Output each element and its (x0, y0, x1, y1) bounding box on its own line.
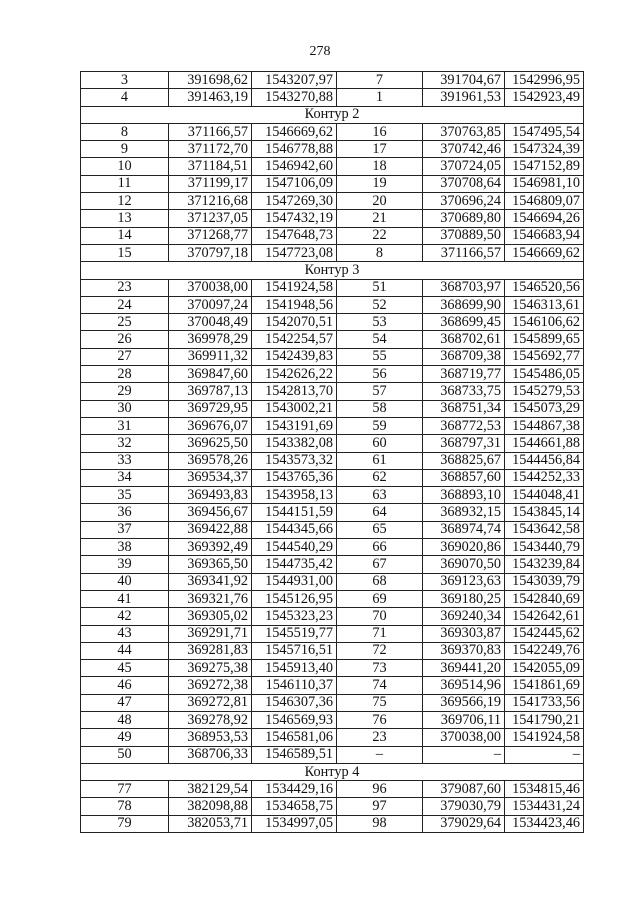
x-coordinate-cell: 369278,92 (169, 711, 252, 728)
point-number-cell: 58 (337, 400, 423, 417)
y-coordinate-cell: 1534429,16 (252, 781, 337, 798)
y-coordinate-cell: 1547269,30 (252, 193, 337, 210)
table-row (81, 521, 584, 538)
y-coordinate-cell: 1544540,29 (252, 539, 337, 556)
x-coordinate-cell: 370696,24 (423, 193, 505, 210)
y-coordinate-cell: 1546520,56 (505, 279, 584, 296)
point-number-cell: 45 (81, 660, 169, 677)
point-number-cell: 60 (337, 435, 423, 452)
y-coordinate-cell: 1547648,73 (252, 227, 337, 244)
point-number-cell: 96 (337, 781, 423, 798)
point-number-cell: 39 (81, 556, 169, 573)
x-coordinate-cell: 368953,53 (169, 729, 252, 746)
point-number-cell: 8 (81, 123, 169, 140)
point-number-cell: 59 (337, 417, 423, 434)
x-coordinate-cell: 368751,34 (423, 400, 505, 417)
y-coordinate-cell: 1544456,84 (505, 452, 584, 469)
x-coordinate-cell: 391463,19 (169, 89, 252, 106)
point-number-cell: 24 (81, 296, 169, 313)
x-coordinate-cell: 391698,62 (169, 72, 252, 89)
y-coordinate-cell: 1546981,10 (505, 175, 584, 192)
y-coordinate-cell: 1534431,24 (505, 798, 584, 815)
table-row (81, 711, 584, 728)
x-coordinate-cell: 370724,05 (423, 158, 505, 175)
point-number-cell: 11 (81, 175, 169, 192)
y-coordinate-cell: 1543440,79 (505, 539, 584, 556)
x-coordinate-cell: 370038,00 (169, 279, 252, 296)
x-coordinate-cell: 369729,95 (169, 400, 252, 417)
y-coordinate-cell: 1546669,62 (252, 123, 337, 140)
table-row (81, 815, 584, 832)
x-coordinate-cell: 370097,24 (169, 296, 252, 313)
y-coordinate-cell: 1545899,65 (505, 331, 584, 348)
y-coordinate-cell: 1545073,29 (505, 400, 584, 417)
point-number-cell: 12 (81, 193, 169, 210)
y-coordinate-cell: 1542254,57 (252, 331, 337, 348)
y-coordinate-cell: 1546778,88 (252, 141, 337, 158)
y-coordinate-cell: 1542840,69 (505, 590, 584, 607)
point-number-cell: 23 (81, 279, 169, 296)
table-row (81, 123, 584, 140)
y-coordinate-cell: 1544048,41 (505, 487, 584, 504)
point-number-cell: 65 (337, 521, 423, 538)
point-number-cell: 46 (81, 677, 169, 694)
x-coordinate-cell: 370797,18 (169, 244, 252, 261)
contour-heading: Контур 3 (81, 262, 584, 279)
point-number-cell: 3 (81, 72, 169, 89)
x-coordinate-cell: 368709,38 (423, 348, 505, 365)
point-number-cell: 75 (337, 694, 423, 711)
point-number-cell: 7 (337, 72, 423, 89)
table-row (81, 608, 584, 625)
y-coordinate-cell: 1545716,51 (252, 642, 337, 659)
y-coordinate-cell: 1546809,07 (505, 193, 584, 210)
x-coordinate-cell: 369281,83 (169, 642, 252, 659)
point-number-cell: 55 (337, 348, 423, 365)
point-number-cell: 72 (337, 642, 423, 659)
x-coordinate-cell: 369578,26 (169, 452, 252, 469)
x-coordinate-cell: 371166,57 (423, 244, 505, 261)
point-number-cell: 16 (337, 123, 423, 140)
x-coordinate-cell: 369272,81 (169, 694, 252, 711)
point-number-cell: 98 (337, 815, 423, 832)
table-row (81, 193, 584, 210)
y-coordinate-cell: 1541790,21 (505, 711, 584, 728)
y-coordinate-cell: 1534997,05 (252, 815, 337, 832)
y-coordinate-cell: 1542445,62 (505, 625, 584, 642)
point-number-cell: 44 (81, 642, 169, 659)
point-number-cell: 19 (337, 175, 423, 192)
x-coordinate-cell: 382098,88 (169, 798, 252, 815)
table-row (81, 504, 584, 521)
x-coordinate-cell: 368825,67 (423, 452, 505, 469)
x-coordinate-cell: 369305,02 (169, 608, 252, 625)
point-number-cell: 32 (81, 435, 169, 452)
y-coordinate-cell: 1545519,77 (252, 625, 337, 642)
table-row (81, 348, 584, 365)
point-number-cell: 64 (337, 504, 423, 521)
y-coordinate-cell: 1543573,32 (252, 452, 337, 469)
y-coordinate-cell: 1541733,56 (505, 694, 584, 711)
point-number-cell: 61 (337, 452, 423, 469)
y-coordinate-cell: 1543382,08 (252, 435, 337, 452)
contour-heading: Контур 4 (81, 763, 584, 780)
point-number-cell: 56 (337, 366, 423, 383)
x-coordinate-cell: 382053,71 (169, 815, 252, 832)
y-coordinate-cell: 1541924,58 (252, 279, 337, 296)
y-coordinate-cell: 1547723,08 (252, 244, 337, 261)
point-number-cell: 69 (337, 590, 423, 607)
point-number-cell: 17 (337, 141, 423, 158)
x-coordinate-cell: 368706,33 (169, 746, 252, 763)
x-coordinate-cell: 379029,64 (423, 815, 505, 832)
x-coordinate-cell: 368857,60 (423, 469, 505, 486)
x-coordinate-cell: 368719,77 (423, 366, 505, 383)
point-number-cell: 79 (81, 815, 169, 832)
x-coordinate-cell: 369341,92 (169, 573, 252, 590)
y-coordinate-cell: 1534658,75 (252, 798, 337, 815)
point-number-cell: 40 (81, 573, 169, 590)
point-number-cell: 54 (337, 331, 423, 348)
x-coordinate-cell: 369370,83 (423, 642, 505, 659)
x-coordinate-cell: 371172,70 (169, 141, 252, 158)
x-coordinate-cell: 370038,00 (423, 729, 505, 746)
x-coordinate-cell: 368699,45 (423, 314, 505, 331)
y-coordinate-cell: 1545279,53 (505, 383, 584, 400)
point-number-cell: 49 (81, 729, 169, 746)
x-coordinate-cell: 370763,85 (423, 123, 505, 140)
y-coordinate-cell: 1547152,89 (505, 158, 584, 175)
x-coordinate-cell: 368974,74 (423, 521, 505, 538)
x-coordinate-cell: 369291,71 (169, 625, 252, 642)
table-row (81, 625, 584, 642)
x-coordinate-cell: 368702,61 (423, 331, 505, 348)
y-coordinate-cell: 1546942,60 (252, 158, 337, 175)
table-row (81, 331, 584, 348)
point-number-cell: 33 (81, 452, 169, 469)
x-coordinate-cell: 382129,54 (169, 781, 252, 798)
x-coordinate-cell: 369123,63 (423, 573, 505, 590)
y-coordinate-cell: 1542070,51 (252, 314, 337, 331)
table-row (81, 590, 584, 607)
x-coordinate-cell: 369321,76 (169, 590, 252, 607)
x-coordinate-cell: 369625,50 (169, 435, 252, 452)
point-number-cell: 78 (81, 798, 169, 815)
point-number-cell: – (337, 746, 423, 763)
table-row (81, 279, 584, 296)
point-number-cell: 66 (337, 539, 423, 556)
point-number-cell: 1 (337, 89, 423, 106)
y-coordinate-cell: – (505, 746, 584, 763)
x-coordinate-cell: 369676,07 (169, 417, 252, 434)
point-number-cell: 41 (81, 590, 169, 607)
page-number: 278 (309, 44, 331, 59)
point-number-cell: 62 (337, 469, 423, 486)
point-number-cell: 38 (81, 539, 169, 556)
contour-heading-row (81, 106, 584, 123)
point-number-cell: 67 (337, 556, 423, 573)
table-row (81, 798, 584, 815)
table-row (81, 694, 584, 711)
table-row (81, 366, 584, 383)
table-row (81, 487, 584, 504)
y-coordinate-cell: 1541948,56 (252, 296, 337, 313)
y-coordinate-cell: 1547432,19 (252, 210, 337, 227)
y-coordinate-cell: 1546589,51 (252, 746, 337, 763)
point-number-cell: 37 (81, 521, 169, 538)
x-coordinate-cell: 368733,75 (423, 383, 505, 400)
table-row (81, 158, 584, 175)
y-coordinate-cell: 1544252,33 (505, 469, 584, 486)
table-row (81, 677, 584, 694)
contour-heading-row (81, 262, 584, 279)
y-coordinate-cell: 1547324,39 (505, 141, 584, 158)
x-coordinate-cell: 369534,37 (169, 469, 252, 486)
point-number-cell: 25 (81, 314, 169, 331)
x-coordinate-cell: 391961,53 (423, 89, 505, 106)
point-number-cell: 71 (337, 625, 423, 642)
point-number-cell: 18 (337, 158, 423, 175)
point-number-cell: 76 (337, 711, 423, 728)
x-coordinate-cell: 371268,77 (169, 227, 252, 244)
y-coordinate-cell: 1547495,54 (505, 123, 584, 140)
y-coordinate-cell: 1541861,69 (505, 677, 584, 694)
contour-heading: Контур 2 (81, 106, 584, 123)
y-coordinate-cell: 1543039,79 (505, 573, 584, 590)
x-coordinate-cell: – (423, 746, 505, 763)
point-number-cell: 51 (337, 279, 423, 296)
table-row (81, 72, 584, 89)
x-coordinate-cell: 369180,25 (423, 590, 505, 607)
table-row (81, 556, 584, 573)
x-coordinate-cell: 368797,31 (423, 435, 505, 452)
y-coordinate-cell: 1546569,93 (252, 711, 337, 728)
x-coordinate-cell: 369392,49 (169, 539, 252, 556)
y-coordinate-cell: 1542055,09 (505, 660, 584, 677)
point-number-cell: 22 (337, 227, 423, 244)
y-coordinate-cell: 1541924,58 (505, 729, 584, 746)
point-number-cell: 36 (81, 504, 169, 521)
x-coordinate-cell: 369493,83 (169, 487, 252, 504)
table-row (81, 400, 584, 417)
point-number-cell: 9 (81, 141, 169, 158)
point-number-cell: 47 (81, 694, 169, 711)
y-coordinate-cell: 1545692,77 (505, 348, 584, 365)
point-number-cell: 63 (337, 487, 423, 504)
point-number-cell: 8 (337, 244, 423, 261)
x-coordinate-cell: 379087,60 (423, 781, 505, 798)
x-coordinate-cell: 371237,05 (169, 210, 252, 227)
y-coordinate-cell: 1546669,62 (505, 244, 584, 261)
y-coordinate-cell: 1546307,36 (252, 694, 337, 711)
x-coordinate-cell: 371166,57 (169, 123, 252, 140)
x-coordinate-cell: 370708,64 (423, 175, 505, 192)
point-number-cell: 4 (81, 89, 169, 106)
x-coordinate-cell: 379030,79 (423, 798, 505, 815)
y-coordinate-cell: 1542923,49 (505, 89, 584, 106)
table-row (81, 417, 584, 434)
point-number-cell: 97 (337, 798, 423, 815)
y-coordinate-cell: 1543958,13 (252, 487, 337, 504)
y-coordinate-cell: 1542996,95 (505, 72, 584, 89)
y-coordinate-cell: 1542439,83 (252, 348, 337, 365)
point-number-cell: 52 (337, 296, 423, 313)
x-coordinate-cell: 369706,11 (423, 711, 505, 728)
point-number-cell: 30 (81, 400, 169, 417)
x-coordinate-cell: 369240,34 (423, 608, 505, 625)
x-coordinate-cell: 369911,32 (169, 348, 252, 365)
x-coordinate-cell: 370889,50 (423, 227, 505, 244)
point-number-cell: 43 (81, 625, 169, 642)
table-row (81, 781, 584, 798)
x-coordinate-cell: 368703,97 (423, 279, 505, 296)
y-coordinate-cell: 1544735,42 (252, 556, 337, 573)
table-row (81, 244, 584, 261)
y-coordinate-cell: 1543191,69 (252, 417, 337, 434)
table-row (81, 452, 584, 469)
x-coordinate-cell: 370742,46 (423, 141, 505, 158)
y-coordinate-cell: 1544345,66 (252, 521, 337, 538)
x-coordinate-cell: 371199,17 (169, 175, 252, 192)
table-row (81, 296, 584, 313)
point-number-cell: 50 (81, 746, 169, 763)
point-number-cell: 10 (81, 158, 169, 175)
point-number-cell: 42 (81, 608, 169, 625)
x-coordinate-cell: 369441,20 (423, 660, 505, 677)
table-row (81, 227, 584, 244)
table-row (81, 660, 584, 677)
x-coordinate-cell: 391704,67 (423, 72, 505, 89)
x-coordinate-cell: 369787,13 (169, 383, 252, 400)
y-coordinate-cell: 1546694,26 (505, 210, 584, 227)
point-number-cell: 13 (81, 210, 169, 227)
coordinates-table (80, 71, 584, 833)
x-coordinate-cell: 369514,96 (423, 677, 505, 694)
table-row (81, 89, 584, 106)
point-number-cell: 20 (337, 193, 423, 210)
y-coordinate-cell: 1543207,97 (252, 72, 337, 89)
x-coordinate-cell: 368932,15 (423, 504, 505, 521)
point-number-cell: 35 (81, 487, 169, 504)
x-coordinate-cell: 368893,10 (423, 487, 505, 504)
x-coordinate-cell: 369456,67 (169, 504, 252, 521)
x-coordinate-cell: 368772,53 (423, 417, 505, 434)
point-number-cell: 48 (81, 711, 169, 728)
x-coordinate-cell: 369275,38 (169, 660, 252, 677)
y-coordinate-cell: 1546106,62 (505, 314, 584, 331)
y-coordinate-cell: 1546110,37 (252, 677, 337, 694)
table-row (81, 746, 584, 763)
table-row (81, 314, 584, 331)
table-row (81, 175, 584, 192)
point-number-cell: 27 (81, 348, 169, 365)
y-coordinate-cell: 1544151,59 (252, 504, 337, 521)
y-coordinate-cell: 1544661,88 (505, 435, 584, 452)
y-coordinate-cell: 1543270,88 (252, 89, 337, 106)
table-row (81, 642, 584, 659)
x-coordinate-cell: 369566,19 (423, 694, 505, 711)
point-number-cell: 74 (337, 677, 423, 694)
y-coordinate-cell: 1543845,14 (505, 504, 584, 521)
x-coordinate-cell: 369847,60 (169, 366, 252, 383)
point-number-cell: 14 (81, 227, 169, 244)
point-number-cell: 70 (337, 608, 423, 625)
point-number-cell: 26 (81, 331, 169, 348)
table-row (81, 729, 584, 746)
point-number-cell: 28 (81, 366, 169, 383)
y-coordinate-cell: 1543239,84 (505, 556, 584, 573)
table-row (81, 539, 584, 556)
y-coordinate-cell: 1545126,95 (252, 590, 337, 607)
table-row (81, 210, 584, 227)
y-coordinate-cell: 1543765,36 (252, 469, 337, 486)
point-number-cell: 29 (81, 383, 169, 400)
point-number-cell: 21 (337, 210, 423, 227)
y-coordinate-cell: 1542626,22 (252, 366, 337, 383)
point-number-cell: 53 (337, 314, 423, 331)
point-number-cell: 57 (337, 383, 423, 400)
point-number-cell: 34 (81, 469, 169, 486)
point-number-cell: 68 (337, 573, 423, 590)
x-coordinate-cell: 369365,50 (169, 556, 252, 573)
x-coordinate-cell: 370689,80 (423, 210, 505, 227)
point-number-cell: 15 (81, 244, 169, 261)
x-coordinate-cell: 371184,51 (169, 158, 252, 175)
x-coordinate-cell: 370048,49 (169, 314, 252, 331)
y-coordinate-cell: 1542249,76 (505, 642, 584, 659)
y-coordinate-cell: 1546581,06 (252, 729, 337, 746)
table-row (81, 141, 584, 158)
y-coordinate-cell: 1547106,09 (252, 175, 337, 192)
x-coordinate-cell: 369272,38 (169, 677, 252, 694)
point-number-cell: 77 (81, 781, 169, 798)
y-coordinate-cell: 1546683,94 (505, 227, 584, 244)
point-number-cell: 31 (81, 417, 169, 434)
y-coordinate-cell: 1543002,21 (252, 400, 337, 417)
table-row (81, 435, 584, 452)
x-coordinate-cell: 371216,68 (169, 193, 252, 210)
x-coordinate-cell: 369422,88 (169, 521, 252, 538)
y-coordinate-cell: 1545913,40 (252, 660, 337, 677)
x-coordinate-cell: 368699,90 (423, 296, 505, 313)
point-number-cell: 73 (337, 660, 423, 677)
point-number-cell: 23 (337, 729, 423, 746)
y-coordinate-cell: 1544867,38 (505, 417, 584, 434)
table-row (81, 573, 584, 590)
coordinates-table-body (81, 72, 584, 833)
y-coordinate-cell: 1543642,58 (505, 521, 584, 538)
y-coordinate-cell: 1546313,61 (505, 296, 584, 313)
x-coordinate-cell: 369303,87 (423, 625, 505, 642)
y-coordinate-cell: 1542813,70 (252, 383, 337, 400)
x-coordinate-cell: 369978,29 (169, 331, 252, 348)
contour-heading-row (81, 763, 584, 780)
table-row (81, 383, 584, 400)
y-coordinate-cell: 1534815,46 (505, 781, 584, 798)
y-coordinate-cell: 1542642,61 (505, 608, 584, 625)
y-coordinate-cell: 1534423,46 (505, 815, 584, 832)
y-coordinate-cell: 1545486,05 (505, 366, 584, 383)
y-coordinate-cell: 1544931,00 (252, 573, 337, 590)
x-coordinate-cell: 369020,86 (423, 539, 505, 556)
y-coordinate-cell: 1545323,23 (252, 608, 337, 625)
x-coordinate-cell: 369070,50 (423, 556, 505, 573)
table-row (81, 469, 584, 486)
